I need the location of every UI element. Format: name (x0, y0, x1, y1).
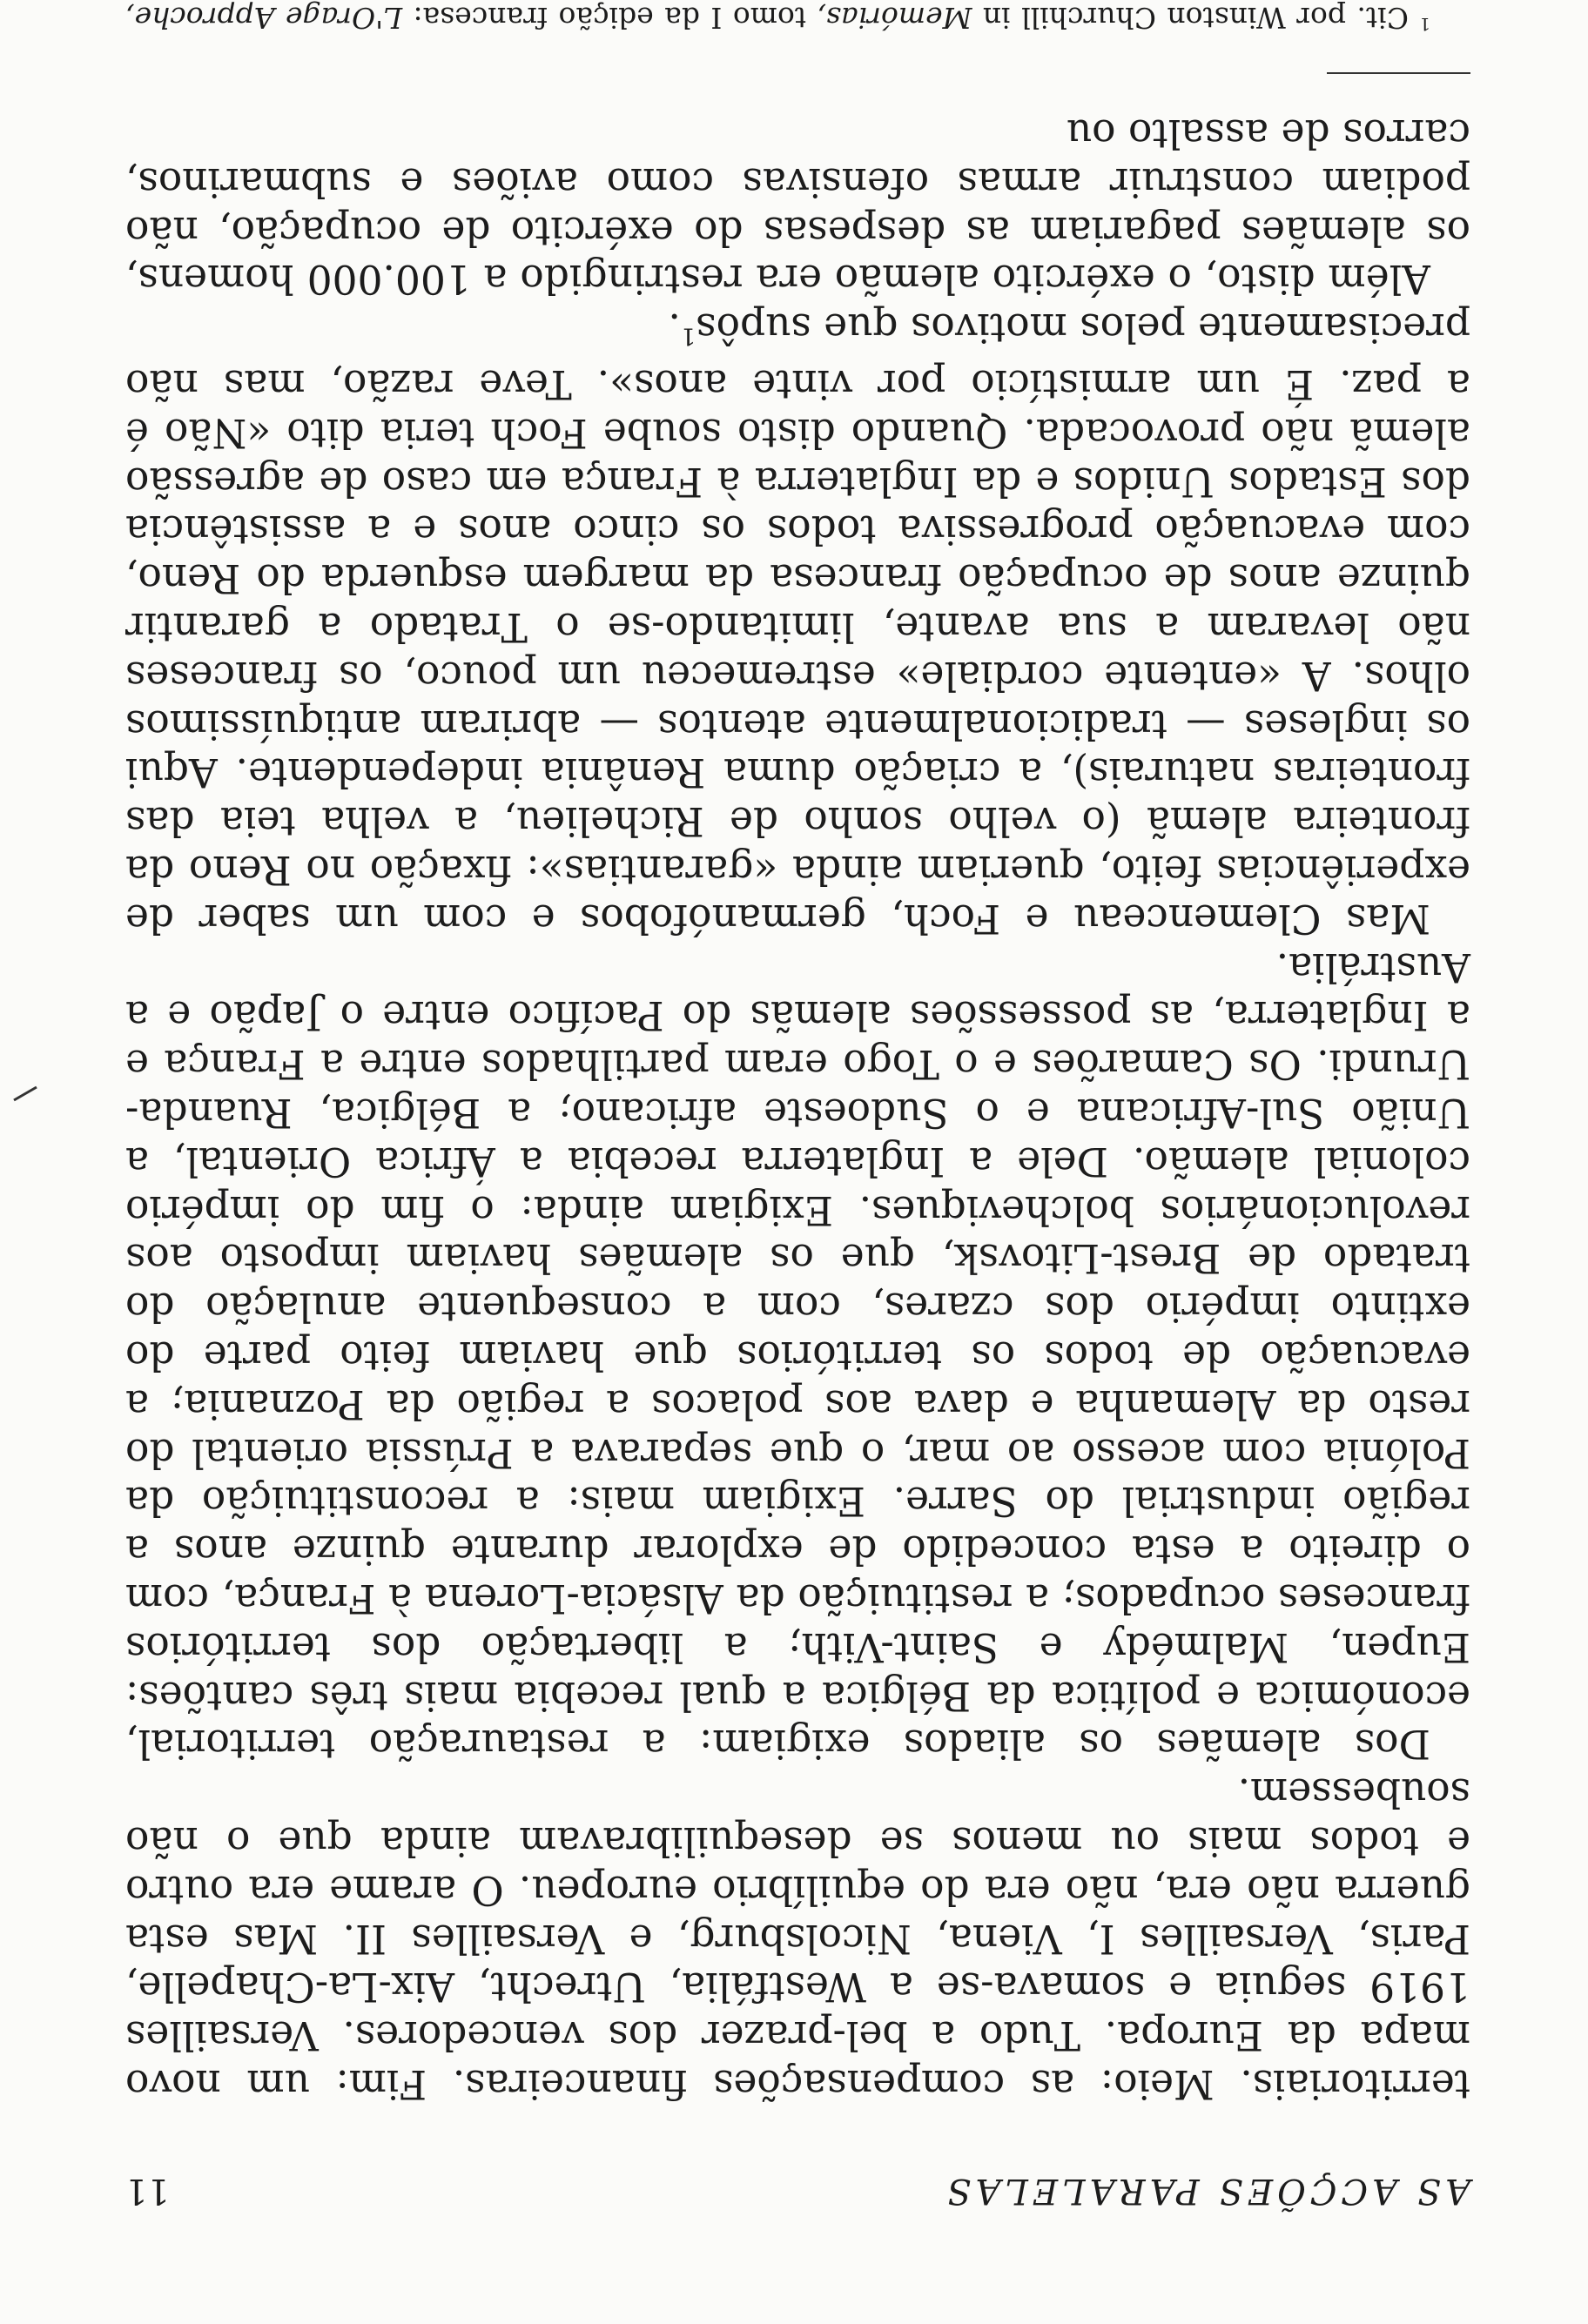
paragraph: territoriais. Meio: as compensações financeiras. Fim: um novo mapa da Europa. Tudo a bel-prazer dos vencedores. Versailles 1919 seguia e somava-se a Westfália, Utrecht, Aix-La-Chapelle, Paris, Versailles I, Viena, Nicolsburg, e Versailles II. Mas esta guerra não era, não era do equilíbrio europeu. O arame era outro e todos mais ou menos se desequilibravam ainda que o não soubessem. (125, 1770, 1470, 2107)
footnote-middle: tomo I da edição francesa: (413, 1, 807, 36)
paragraph: Mas Clemenceau e Foch, germanófobos e com um saber de experiências feito, queriam ainda «garantias»: fixação no Reno da fronteira alemã (o velho sonho de Richelieu, a velha teia das fronteiras naturais), a criação duma Renânia independente. Aqui os ingleses — tradicionalmente atentos — abriram antiquíssimos olhos. A «entente cordiale» estremeceu um pouco, os franceses não levaram a sua avante, limitando-se o Tratado a garantir quinze anos de ocupação francesa da margem esquerda do Reno, com evacuação progressiva todos os cinco anos e a assistência dos Estados Unidos e da Inglaterra à França em caso de agressão alemã não provocada. Quando disto soube Foch teria dito «Não é a paz. É um armistício por vinte anos». Teve razão, mas não precisamente pelos motivos que supôs$^1$. (125, 305, 1470, 942)
paragraph (125, 109, 1470, 303)
footnote-edition-title: L'Orage Approche, (125, 1, 403, 36)
footnote-rule (1327, 72, 1470, 74)
footnote-number: 1 (1419, 14, 1430, 35)
footnote-book-title: Memórias, (817, 1, 972, 36)
page-number: 11 (125, 2171, 170, 2211)
footnote-ref: 1 (680, 322, 696, 350)
footnote-intro: Cit. por Winston Churchill in (982, 1, 1409, 36)
footnote (125, 0, 1470, 43)
running-head (125, 2150, 1470, 2211)
paragraph-text: Além disto, o exército alemão era restringido a 100.000 homens, os alemães pagariam as despesas do exército de ocupação, não podiam construir armas ofensivas como aviões e submarinos, carros de assalto ou (125, 110, 1470, 303)
paragraph: Dos alemães os aliados exigiam: a restauração territorial, económica e política da Bélgica a qual recebia mais três cantões: Eupen, Malmédy e Saint-Vith; a libertação dos territórios franceses ocupados; a restituição da Alsácia-Lorena à França, com o direito a esta concedido de explorar durante quinze anos a região industrial do Sarre. Exigiam mais: a reconstituição da Polónia com acesso ao mar, o que separava a Prússia oriental do resto da Alemanha e dava aos polacos a região da Poznania; a evacuação de todos os territórios que haviam feito parte do extinto império dos czares, com a consequente anulação do tratado de Brest-Litovsk, que os alemães haviam imposto aos revolucionários bolcheviques. Exigiam ainda: o fim do império colonial alemão. Dele a Inglaterra recebia a África Oriental, a União Sul-Africana e o Sudoeste africano; a Bélgica, Ruanda-Urundi. Os Camarões e o Togo eram partilhados entre a França e a Inglaterra, as possessões alemãs do Pacífico entre o Japão e a Austrália. (125, 944, 1470, 1768)
running-head-title: AS ACÇÕES PARALELAS (943, 2171, 1470, 2211)
body-text (125, 109, 1470, 2108)
page-text (125, 0, 1470, 2211)
pencil-mark (13, 1086, 37, 1102)
